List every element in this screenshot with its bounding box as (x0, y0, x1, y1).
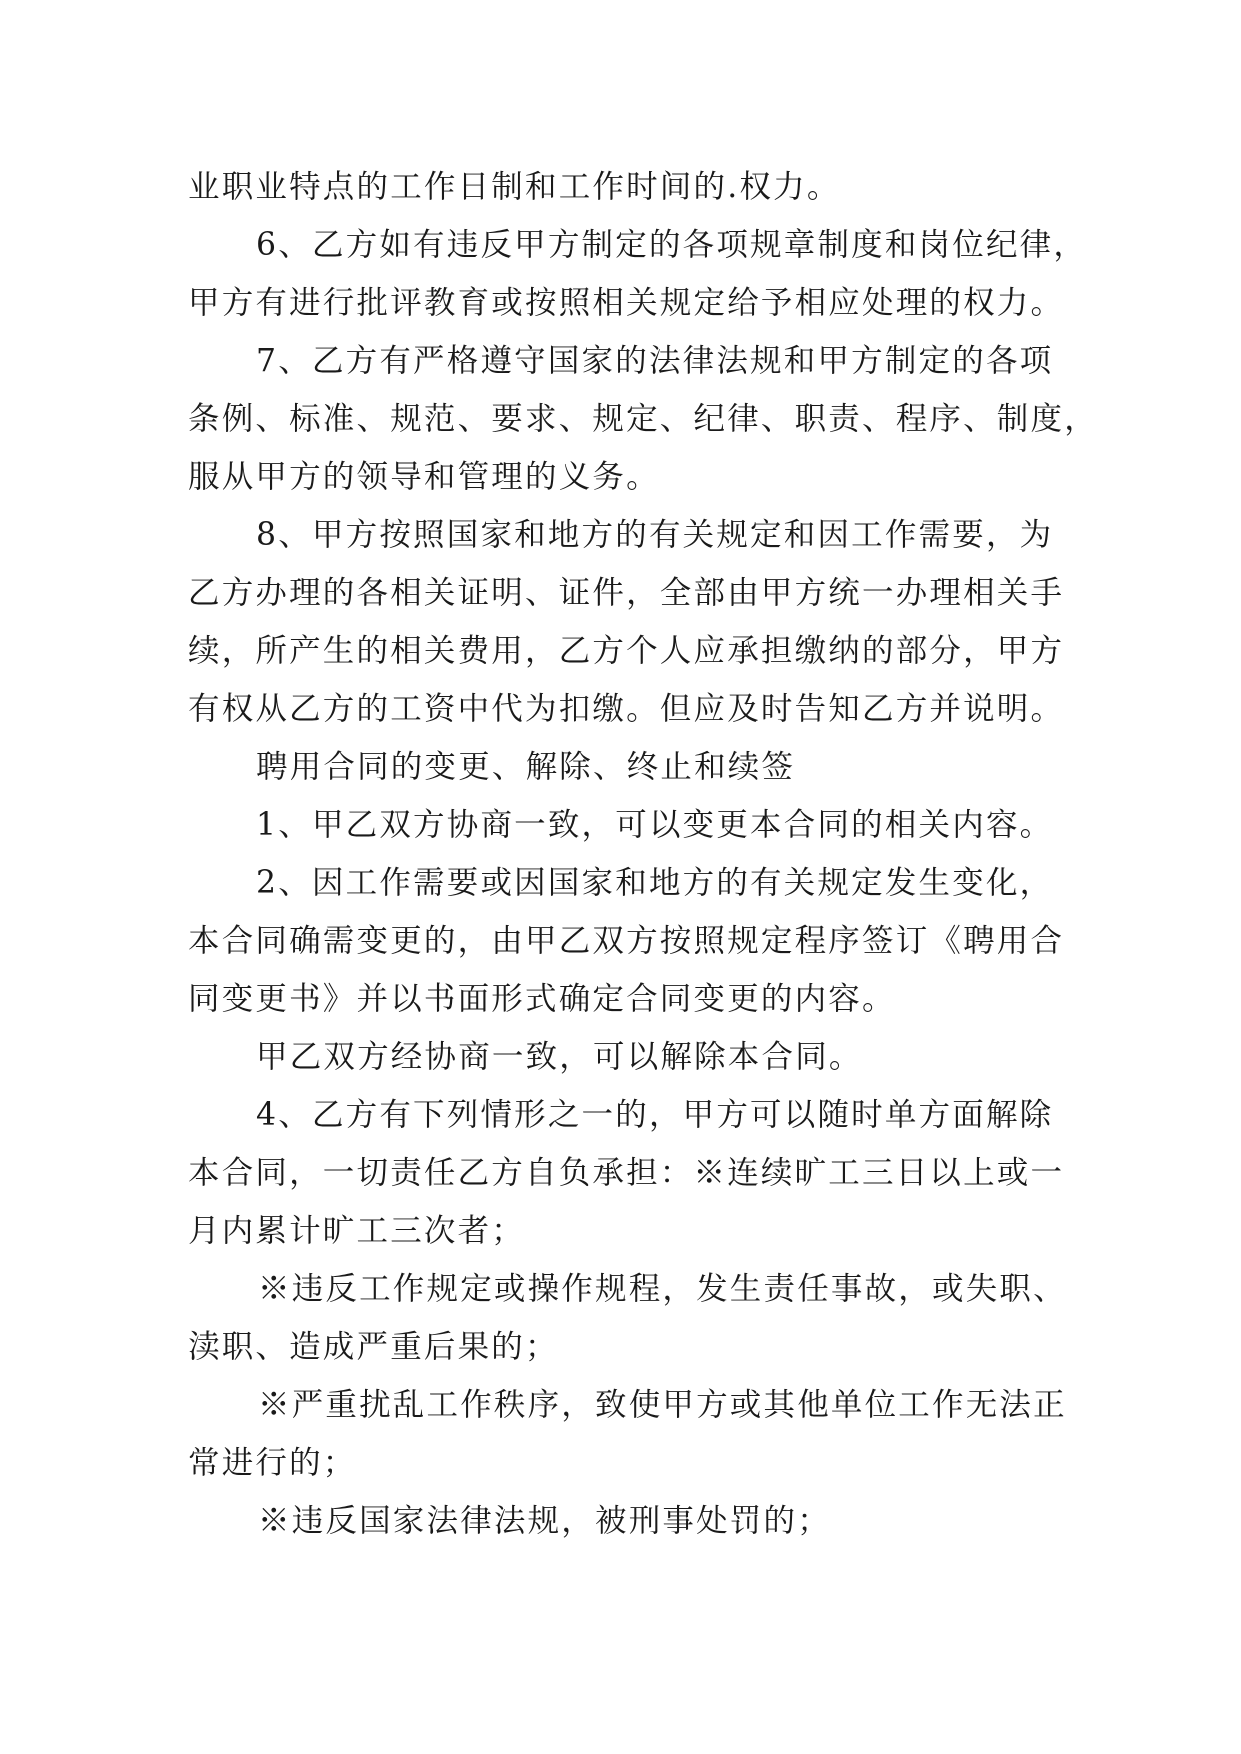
item-4-line-1: 4、乙方有下列情形之一的，甲方可以随时单方面解除 (256, 1097, 1054, 1133)
section-heading: 聘用合同的变更、解除、终止和续签 (256, 749, 796, 785)
clause-8-line-4: 有权从乙方的工资中代为扣缴。但应及时告知乙方并说明。 (188, 691, 1065, 727)
sub-item-1-line-2: 渎职、造成严重后果的； (188, 1329, 559, 1365)
item-3-line-1: 甲乙双方经协商一致，可以解除本合同。 (256, 1039, 863, 1075)
clause-6-line-1: 6、乙方如有违反甲方制定的各项规章制度和岗位纪律， (256, 227, 1088, 263)
item-1-line-1: 1、甲乙双方协商一致，可以变更本合同的相关内容。 (256, 807, 1054, 843)
item-2-line-3: 同变更书》并以书面形式确定合同变更的内容。 (188, 981, 896, 1017)
document-body (188, 158, 1098, 1550)
clause-8-line-3: 续，所产生的相关费用，乙方个人应承担缴纳的部分，甲方 (188, 633, 1065, 669)
item-4-line-2: 本合同，一切责任乙方自负承担：※连续旷工三日以上或一 (188, 1155, 1065, 1191)
clause-8-line-2: 乙方办理的各相关证明、证件，全部由甲方统一办理相关手 (188, 575, 1065, 611)
sub-item-2-line-2: 常进行的； (188, 1445, 357, 1481)
sub-item-2-line-1: ※严重扰乱工作秩序，致使甲方或其他单位工作无法正 (258, 1387, 1067, 1423)
item-4-line-3: 月内累计旷工三次者； (188, 1213, 526, 1249)
item-2-line-2: 本合同确需变更的，由甲乙双方按照规定程序签订《聘用合 (188, 923, 1065, 959)
clause-6-line-2: 甲方有进行批评教育或按照相关规定给予相应处理的权力。 (188, 285, 1065, 321)
item-2-line-1: 2、因工作需要或因国家和地方的有关规定发生变化， (256, 865, 1054, 901)
sub-item-1-line-1: ※违反工作规定或操作规程，发生责任事故，或失职、 (258, 1271, 1067, 1307)
clause-7-line-1: 7、乙方有严格遵守国家的法律法规和甲方制定的各项 (256, 343, 1054, 379)
clause-7-line-2: 条例、标准、规范、要求、规定、纪律、职责、程序、制度， (188, 401, 1098, 437)
text-line-1: 业职业特点的工作日制和工作时间的.权力。 (188, 169, 841, 205)
sub-item-3-line-1: ※违反国家法律法规，被刑事处罚的； (258, 1503, 831, 1539)
clause-7-line-3: 服从甲方的领导和管理的义务。 (188, 459, 660, 495)
clause-8-line-1: 8、甲方按照国家和地方的有关规定和因工作需要，为 (256, 517, 1054, 553)
